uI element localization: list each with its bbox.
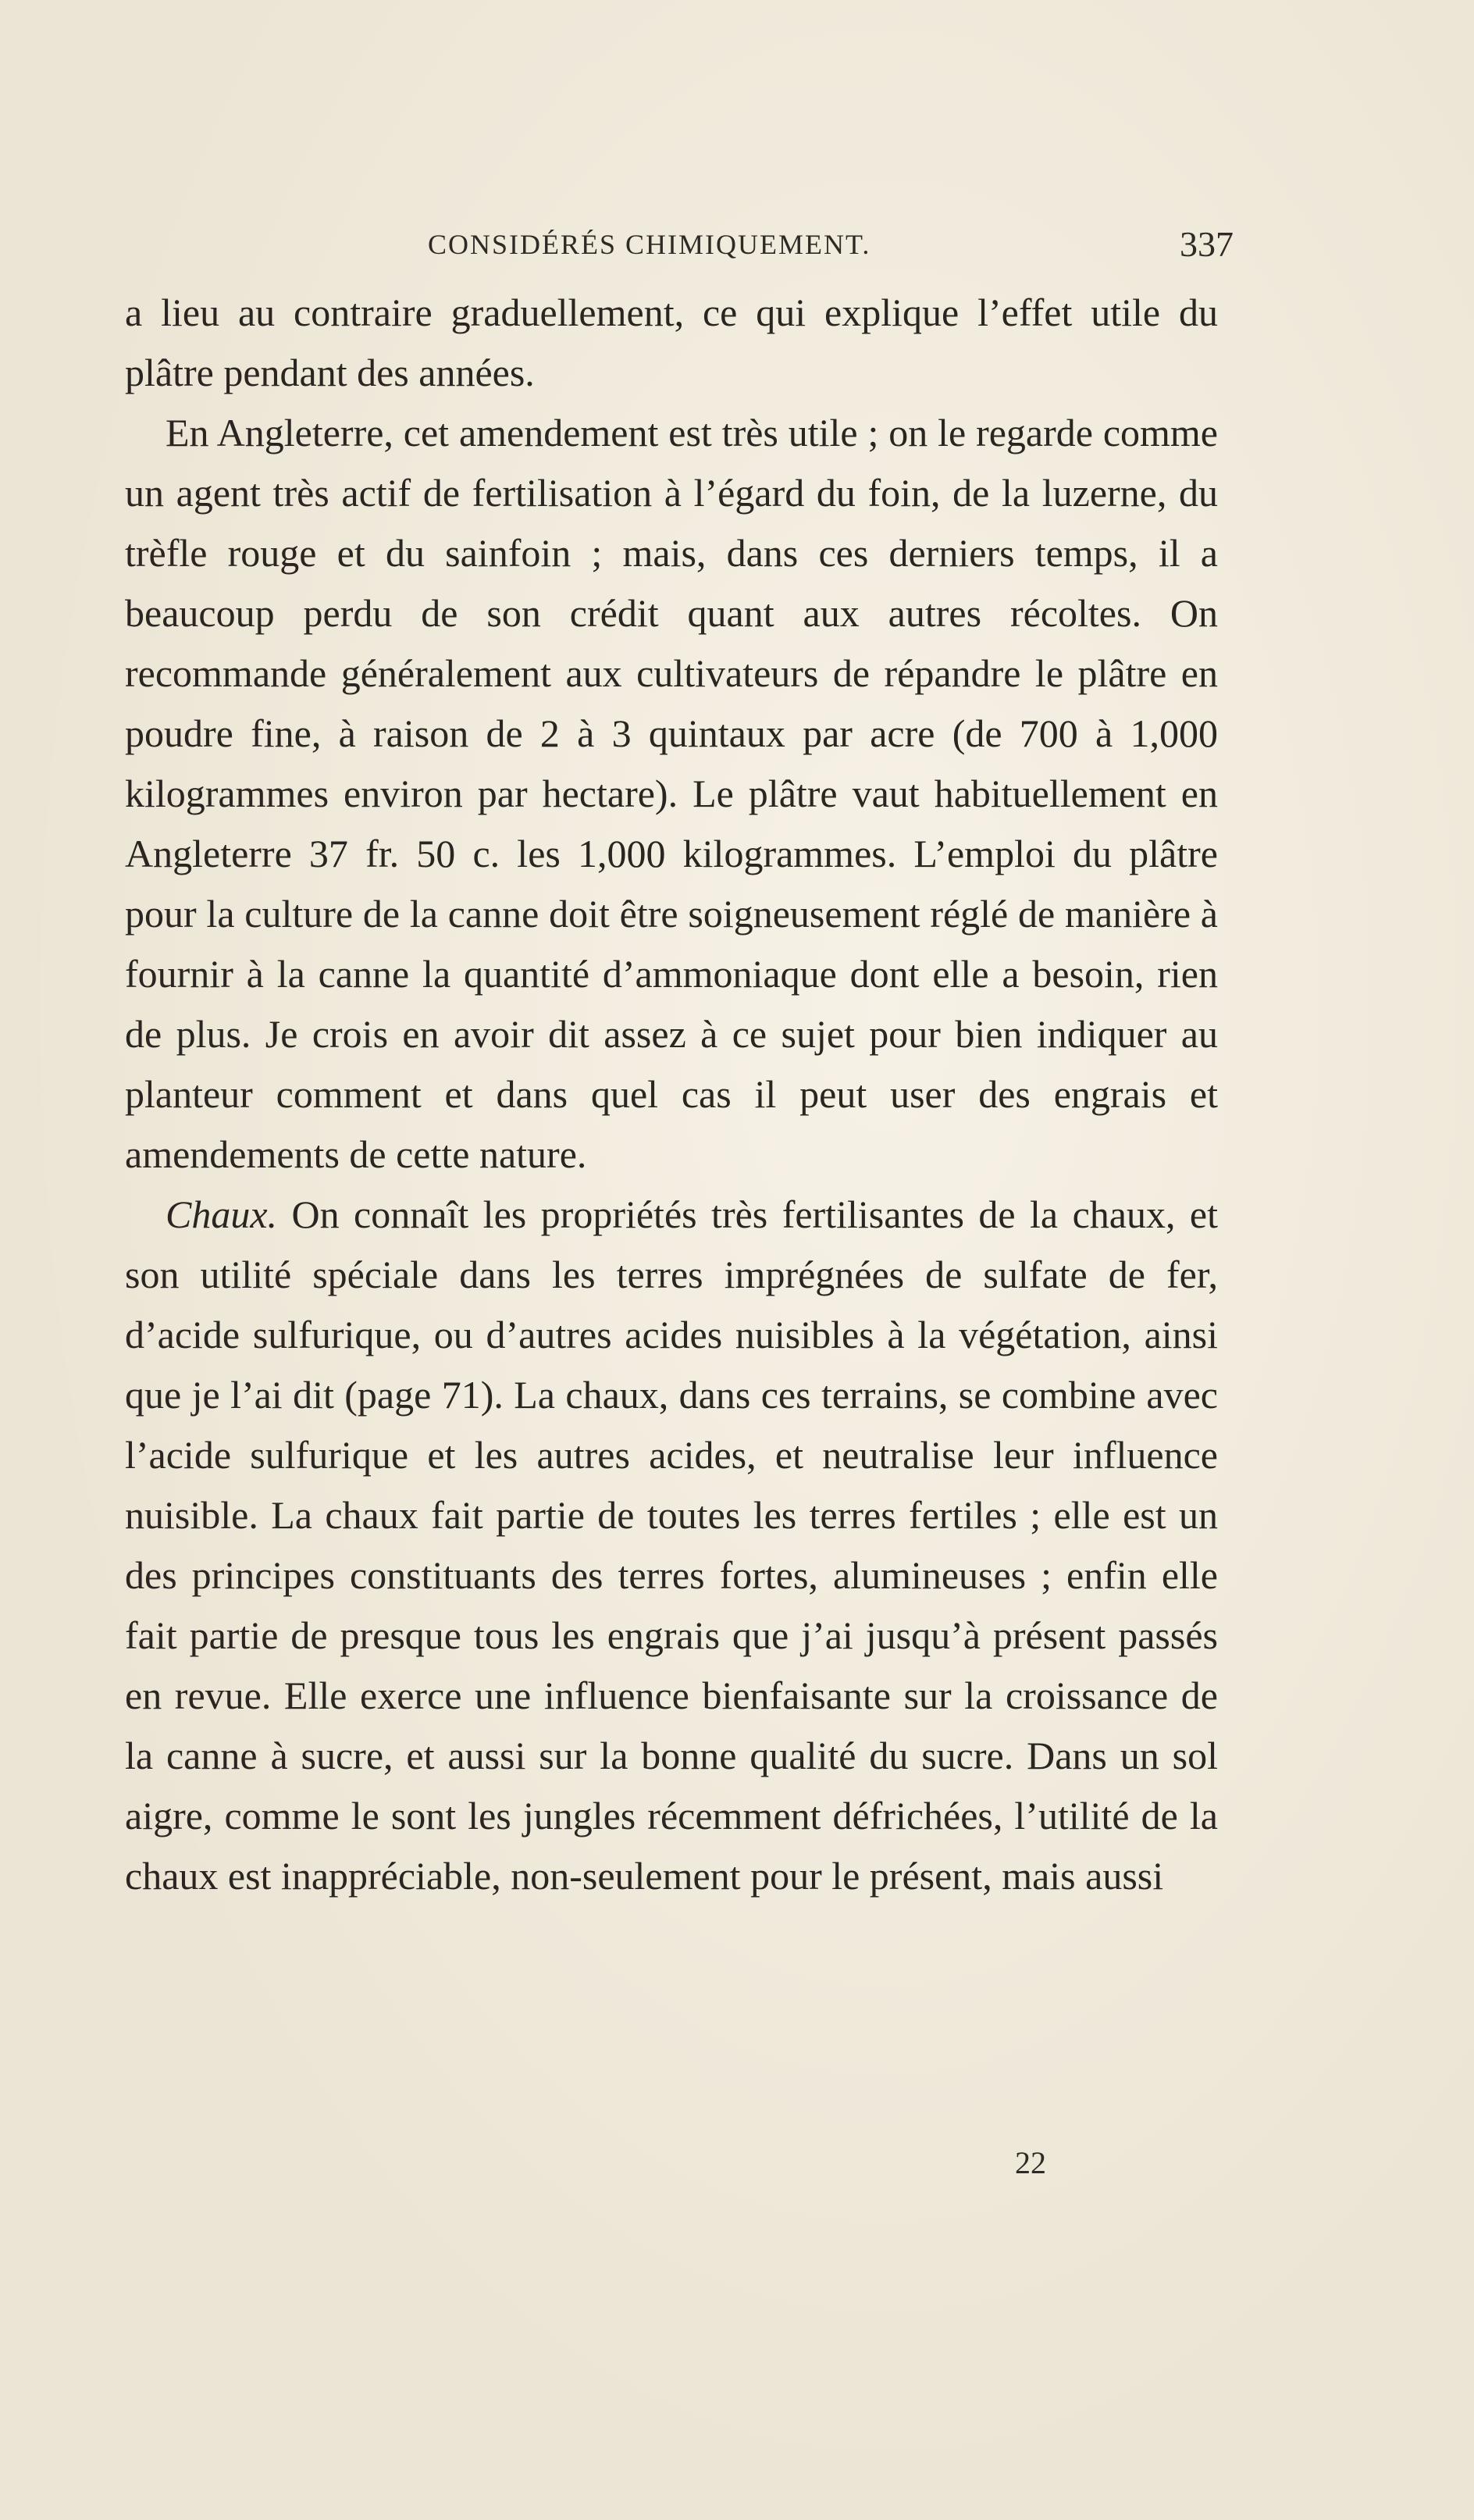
page-number: 337 <box>1180 224 1234 264</box>
paragraph-lead-word: Chaux. <box>166 1192 278 1236</box>
paragraph-continuation: a lieu au contraire graduellement, ce qui explique l’effet utile du plâtre pendant des années. <box>125 290 1218 394</box>
paragraph-angleterre: En Angleterre, cet amendement est très utile ; on le regarde comme un agent très actif de fertilisation à l’égard du foin, de la luzerne, du trèfle rouge et du sainfoin ; mais, dans ces derniers temps, il a beaucoup perdu de son crédit quant aux autres récoltes. On recommande généralement aux cultivateurs de répandre le plâtre en poudre fine, à raison de 2 à 3 quintaux par acre (de 700 à 1,000 kilogrammes environ par hectare). Le plâtre vaut habituellement en Angleterre 37 fr. 50 c. les 1,000 kilogrammes. L’emploi du plâtre pour la culture de la canne doit être soigneusement réglé de manière à fournir à la canne la quantité d’ammoniaque dont elle a besoin, rien de plus. Je crois en avoir dit assez à ce sujet pour bien indiquer au planteur comment et dans quel cas il peut user des engrais et amendements de cette nature. <box>125 411 1218 1176</box>
signature-mark: 22 <box>1015 2145 1046 2180</box>
paragraph-chaux-text: On connaît les propriétés très fertilisantes de la chaux, et son utilité spéciale dans les terres imprégnées de sulfate de fer, d’acide sulfurique, ou d’autres acides nuisibles à la végétation, ainsi que je l’ai dit (page 71). La chaux, dans ces terrains, se combine avec l’acide sulfurique et les autres acides, et neutralise leur influence nuisible. La chaux fait partie de toutes les terres fertiles ; elle est un des principes constituants des terres fortes, alumineuses ; enfin elle fait partie de presque tous les engrais que j’ai jusqu’à présent passés en revue. Elle exerce une influence bienfaisante sur la croissance de la canne à sucre, et aussi sur la bonne qualité du sucre. Dans un sol aigre, comme le sont les jungles récemment défrichées, l’utilité de la chaux est inappréciable, non-seulement pour le présent, mais aussi <box>125 1192 1218 1898</box>
running-title: CONSIDÉRÉS CHIMIQUEMENT. <box>428 229 871 260</box>
page-header <box>125 223 1234 270</box>
paragraph-chaux <box>125 1185 1218 1906</box>
body-text <box>125 283 1218 1906</box>
